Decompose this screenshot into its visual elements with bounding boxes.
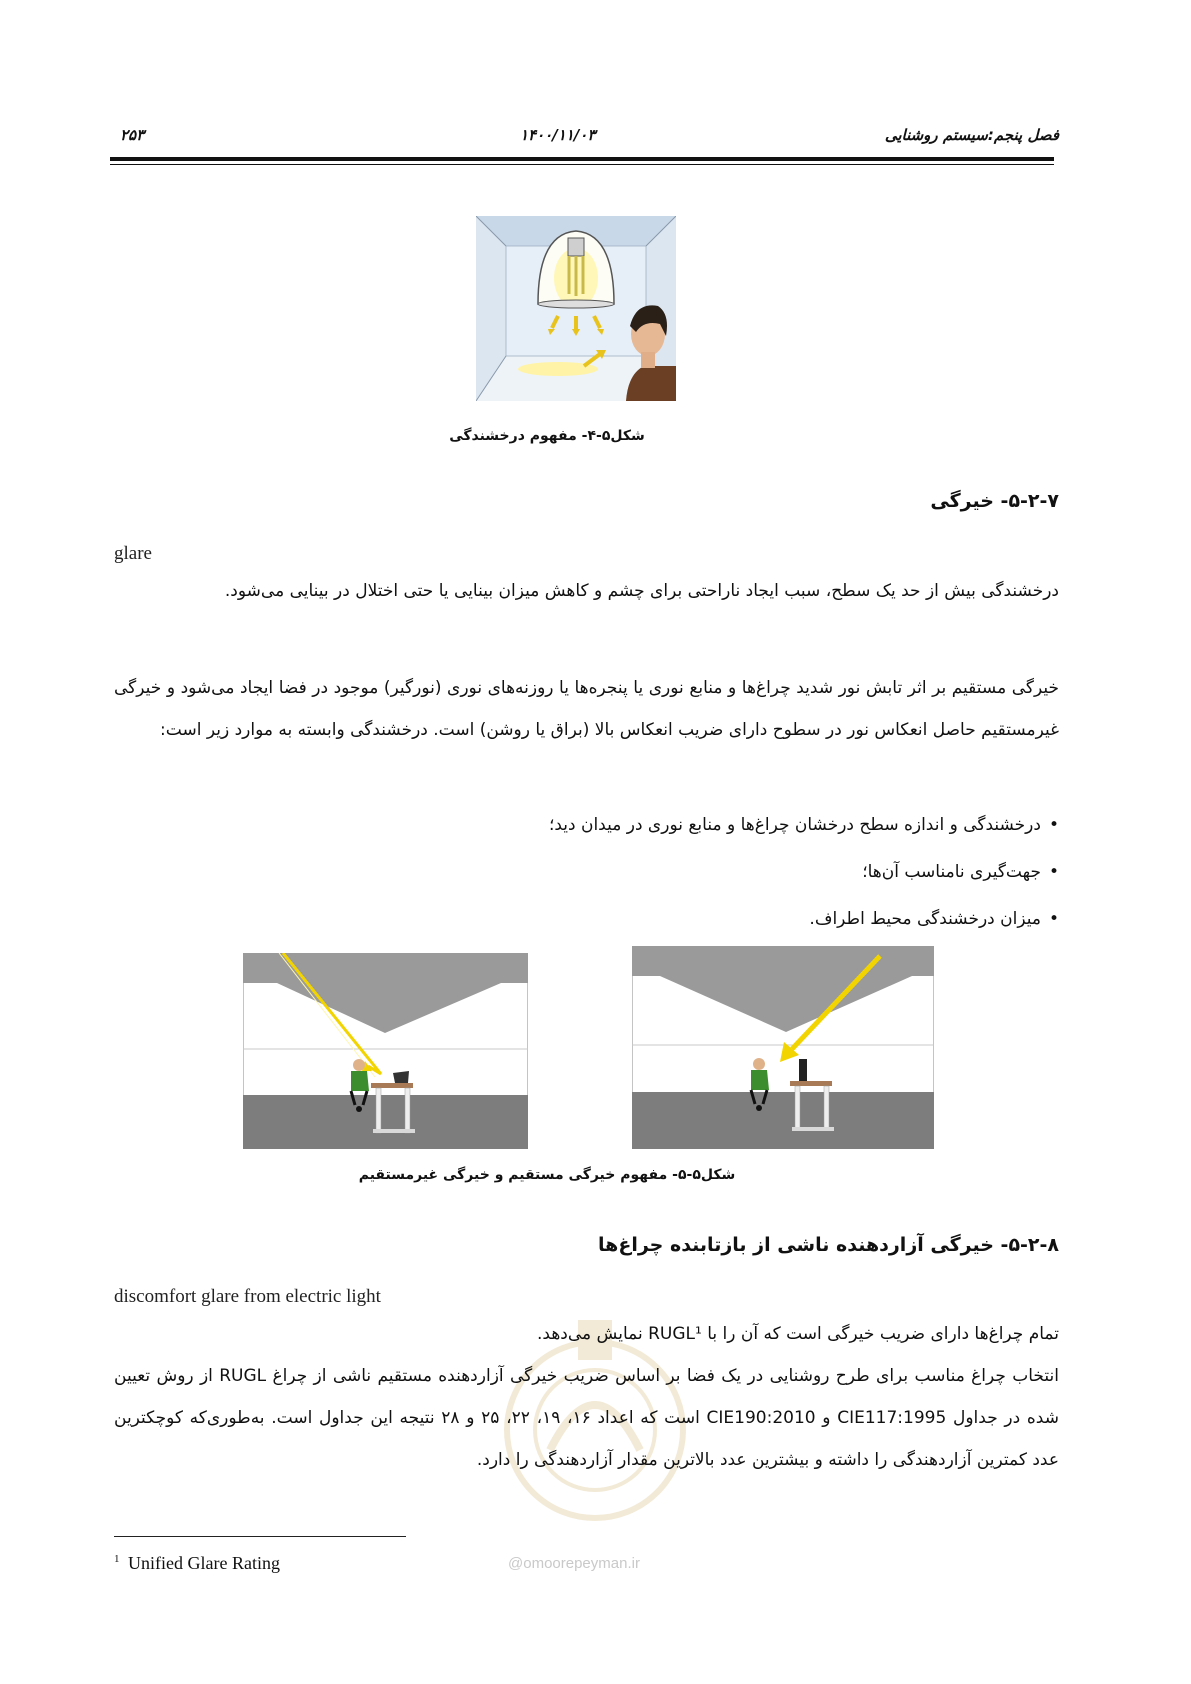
paragraph: انتخاب چراغ مناسب برای طرح روشنایی در یک فضا بر اساس ضریب خیرگی آزاردهنده مستقیم ناشی از چراغ RUGL از روش تعیین شده در جداول CIE117:1995 و CIE190:2010 است که اعداد ۱۶، ۱۹، ۲۲، ۲۵ و ۲۸ نتیجه این جداول است. به‌طوری‌که کوچکترین عدد کمترین آزاردهندگی را داشته و بیشترین عدد بالاترین مقدار آزاردهندگی را دارد. (114, 1366, 1059, 1470)
english-term: glare (114, 543, 152, 564)
section-heading-discomfort-glare: ۵-۲-۸- خیرگی آزاردهنده ناشی از بازتابنده چراغ‌ها (598, 1234, 1059, 1256)
figure-caption: شکل۵-۵- مفهوم خیرگی مستقیم و خیرگی غیرمستقیم (358, 1167, 736, 1183)
section-heading-glare: ۵-۲-۷- خیرگی (930, 490, 1059, 512)
figure-caption: شکل۵-۴- مفهوم درخشندگی (449, 428, 645, 444)
header-page-number: ۲۵۳ (120, 126, 145, 144)
header-date: ۱۴۰۰/۱۱/۰۳ (520, 126, 596, 144)
footnote-divider (114, 1536, 406, 1537)
paragraph: خیرگی مستقیم بر اثر تابش نور شدید چراغ‌ها و منابع نوری یا پنجره‌ها یا روزنه‌های نوری (نورگیر) موجود در فضا ایجاد می‌شود و خیرگی غیرمستقیم حاصل انعکاس نور در سطوح دارای ضریب انعکاس بالا (براق یا روشن) است. درخشندگی وابسته به موارد زیر است: (114, 678, 1059, 740)
footnote-number: 1 (114, 1553, 120, 1565)
bullet-item: • درخشندگی و اندازه سطح درخشان چراغ‌ها و منابع نوری در میدان دید؛ (549, 802, 1059, 849)
header-chapter-title: فصل پنجم:سیستم روشنایی (884, 126, 1059, 144)
indirect-glare-illustration (243, 953, 528, 1149)
paragraph: تمام چراغ‌ها دارای ضریب خیرگی است که آن را با RUGL¹ نمایش می‌دهد. (537, 1324, 1059, 1344)
paragraph: درخشندگی بیش از حد یک سطح، سبب ایجاد ناراحتی برای چشم و کاهش میزان بینایی یا حتی اختلال در بینایی می‌شود. (224, 581, 1059, 601)
bullet-list (549, 802, 1059, 943)
header-divider-thick (110, 157, 1054, 161)
bullet-item: • میزان درخشندگی محیط اطراف. (549, 896, 1059, 943)
direct-glare-illustration (632, 946, 934, 1149)
bullet-item: • جهت‌گیری نامناسب آن‌ها؛ (549, 849, 1059, 896)
header-divider-thin (110, 164, 1054, 165)
watermark-text: @omoorepeyman.ir (508, 1555, 640, 1572)
footnote (114, 1553, 280, 1574)
footnote-text: Unified Glare Rating (128, 1553, 280, 1573)
english-term: discomfort glare from electric light (114, 1286, 381, 1307)
luminance-illustration (476, 216, 676, 401)
